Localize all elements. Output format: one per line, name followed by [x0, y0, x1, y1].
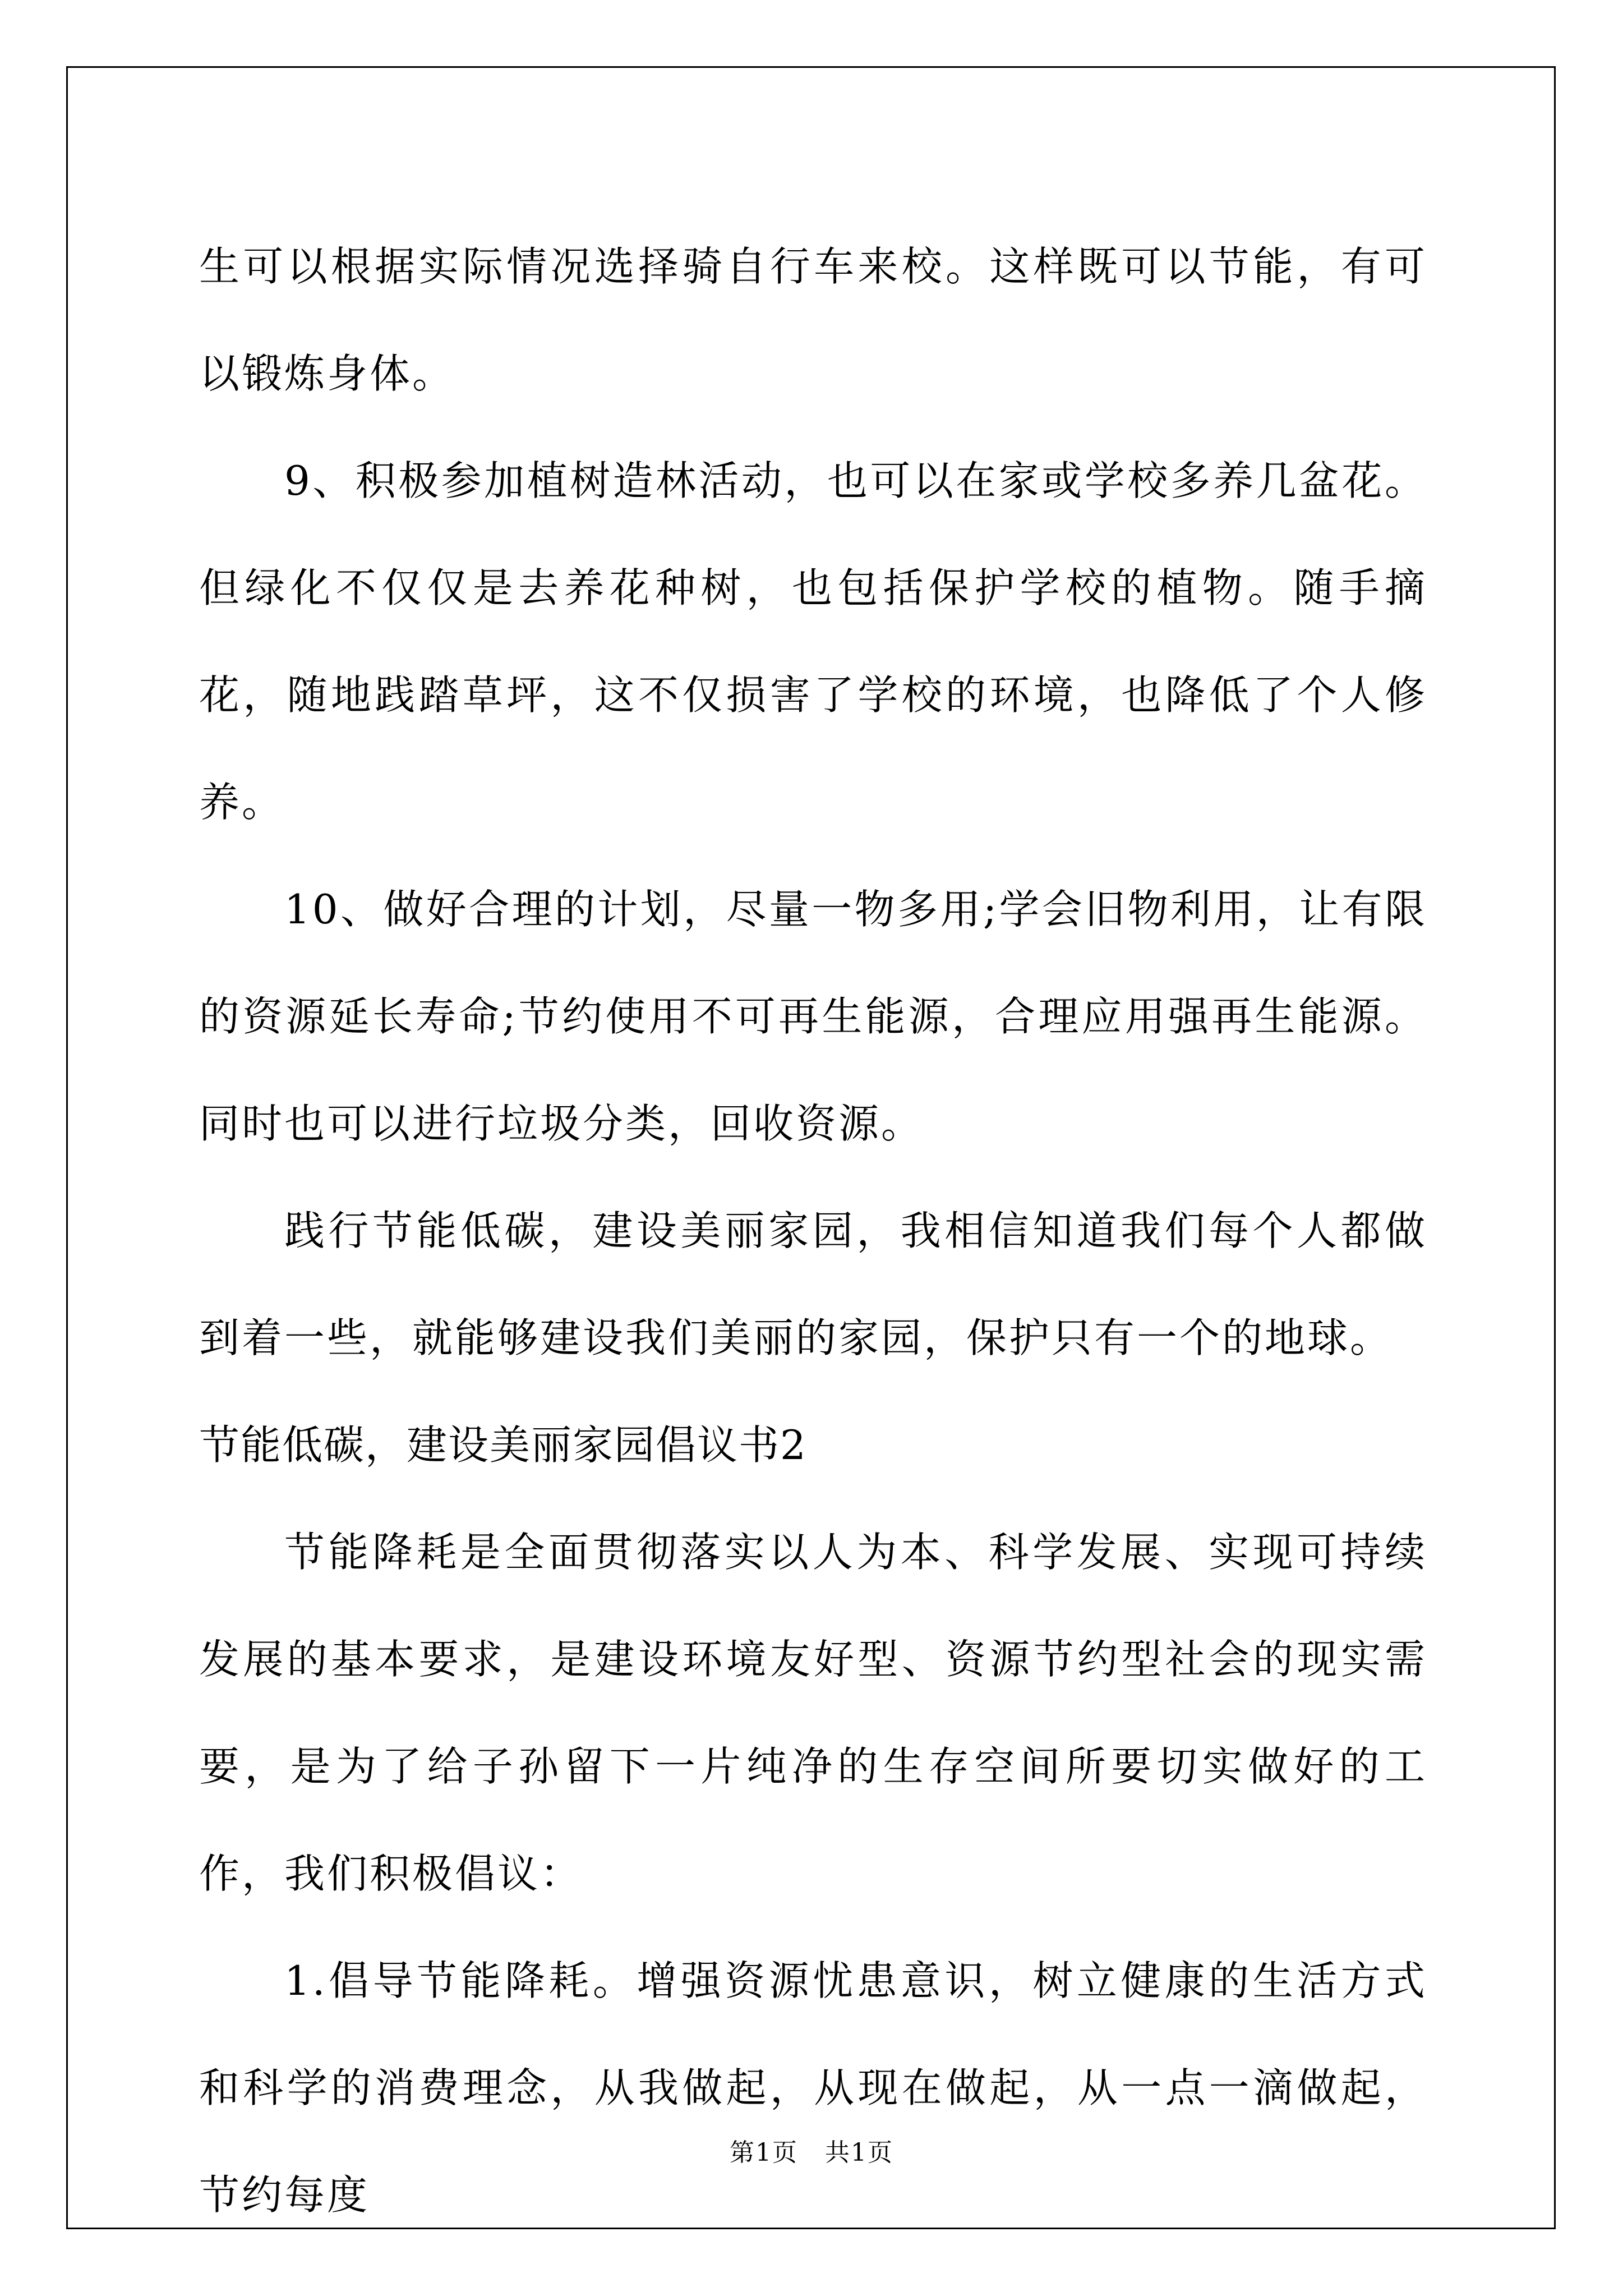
page-number: 第1页 共1页: [730, 2138, 893, 2167]
page-footer: [0, 2136, 1623, 2170]
paragraph: 生可以根据实际情况选择骑自行车来校。这样既可以节能，有可以锻炼身体。: [199, 243, 1427, 397]
section-heading: 节能低碳，建设美丽家园倡议书2: [199, 1421, 807, 1469]
paragraph: 践行节能低碳，建设美丽家园，我相信知道我们每个人都做到着一些，就能够建设我们美丽的家园，保护只有一个的地球。: [199, 1207, 1427, 1361]
paragraph: 9、积极参加植树造林活动，也可以在家或学校多养几盆花。但绿化不仅仅是去养花种树，也包括保护学校的植物。随手摘花，随地践踏草坪，这不仅损害了学校的环境，也降低了个人修养。: [199, 457, 1427, 826]
paragraph: 1.倡导节能降耗。增强资源忧患意识，树立健康的生活方式和科学的消费理念，从我做起，从现在做起，从一点一滴做起，节约每度: [199, 1957, 1427, 2219]
paragraph: 节能降耗是全面贯彻落实以人为本、科学发展、实现可持续发展的基本要求，是建设环境友好型、资源节约型社会的现实需要，是为了给子孙留下一片纯净的生存空间所要切实做好的工作，我们积极倡议：: [199, 1529, 1427, 1897]
paragraph: 10、做好合理的计划，尽量一物多用;学会旧物利用，让有限的资源延长寿命;节约使用不可再生能源，合理应用强再生能源。同时也可以进行垃圾分类，回收资源。: [199, 886, 1427, 1147]
document-body: [199, 213, 1427, 2249]
